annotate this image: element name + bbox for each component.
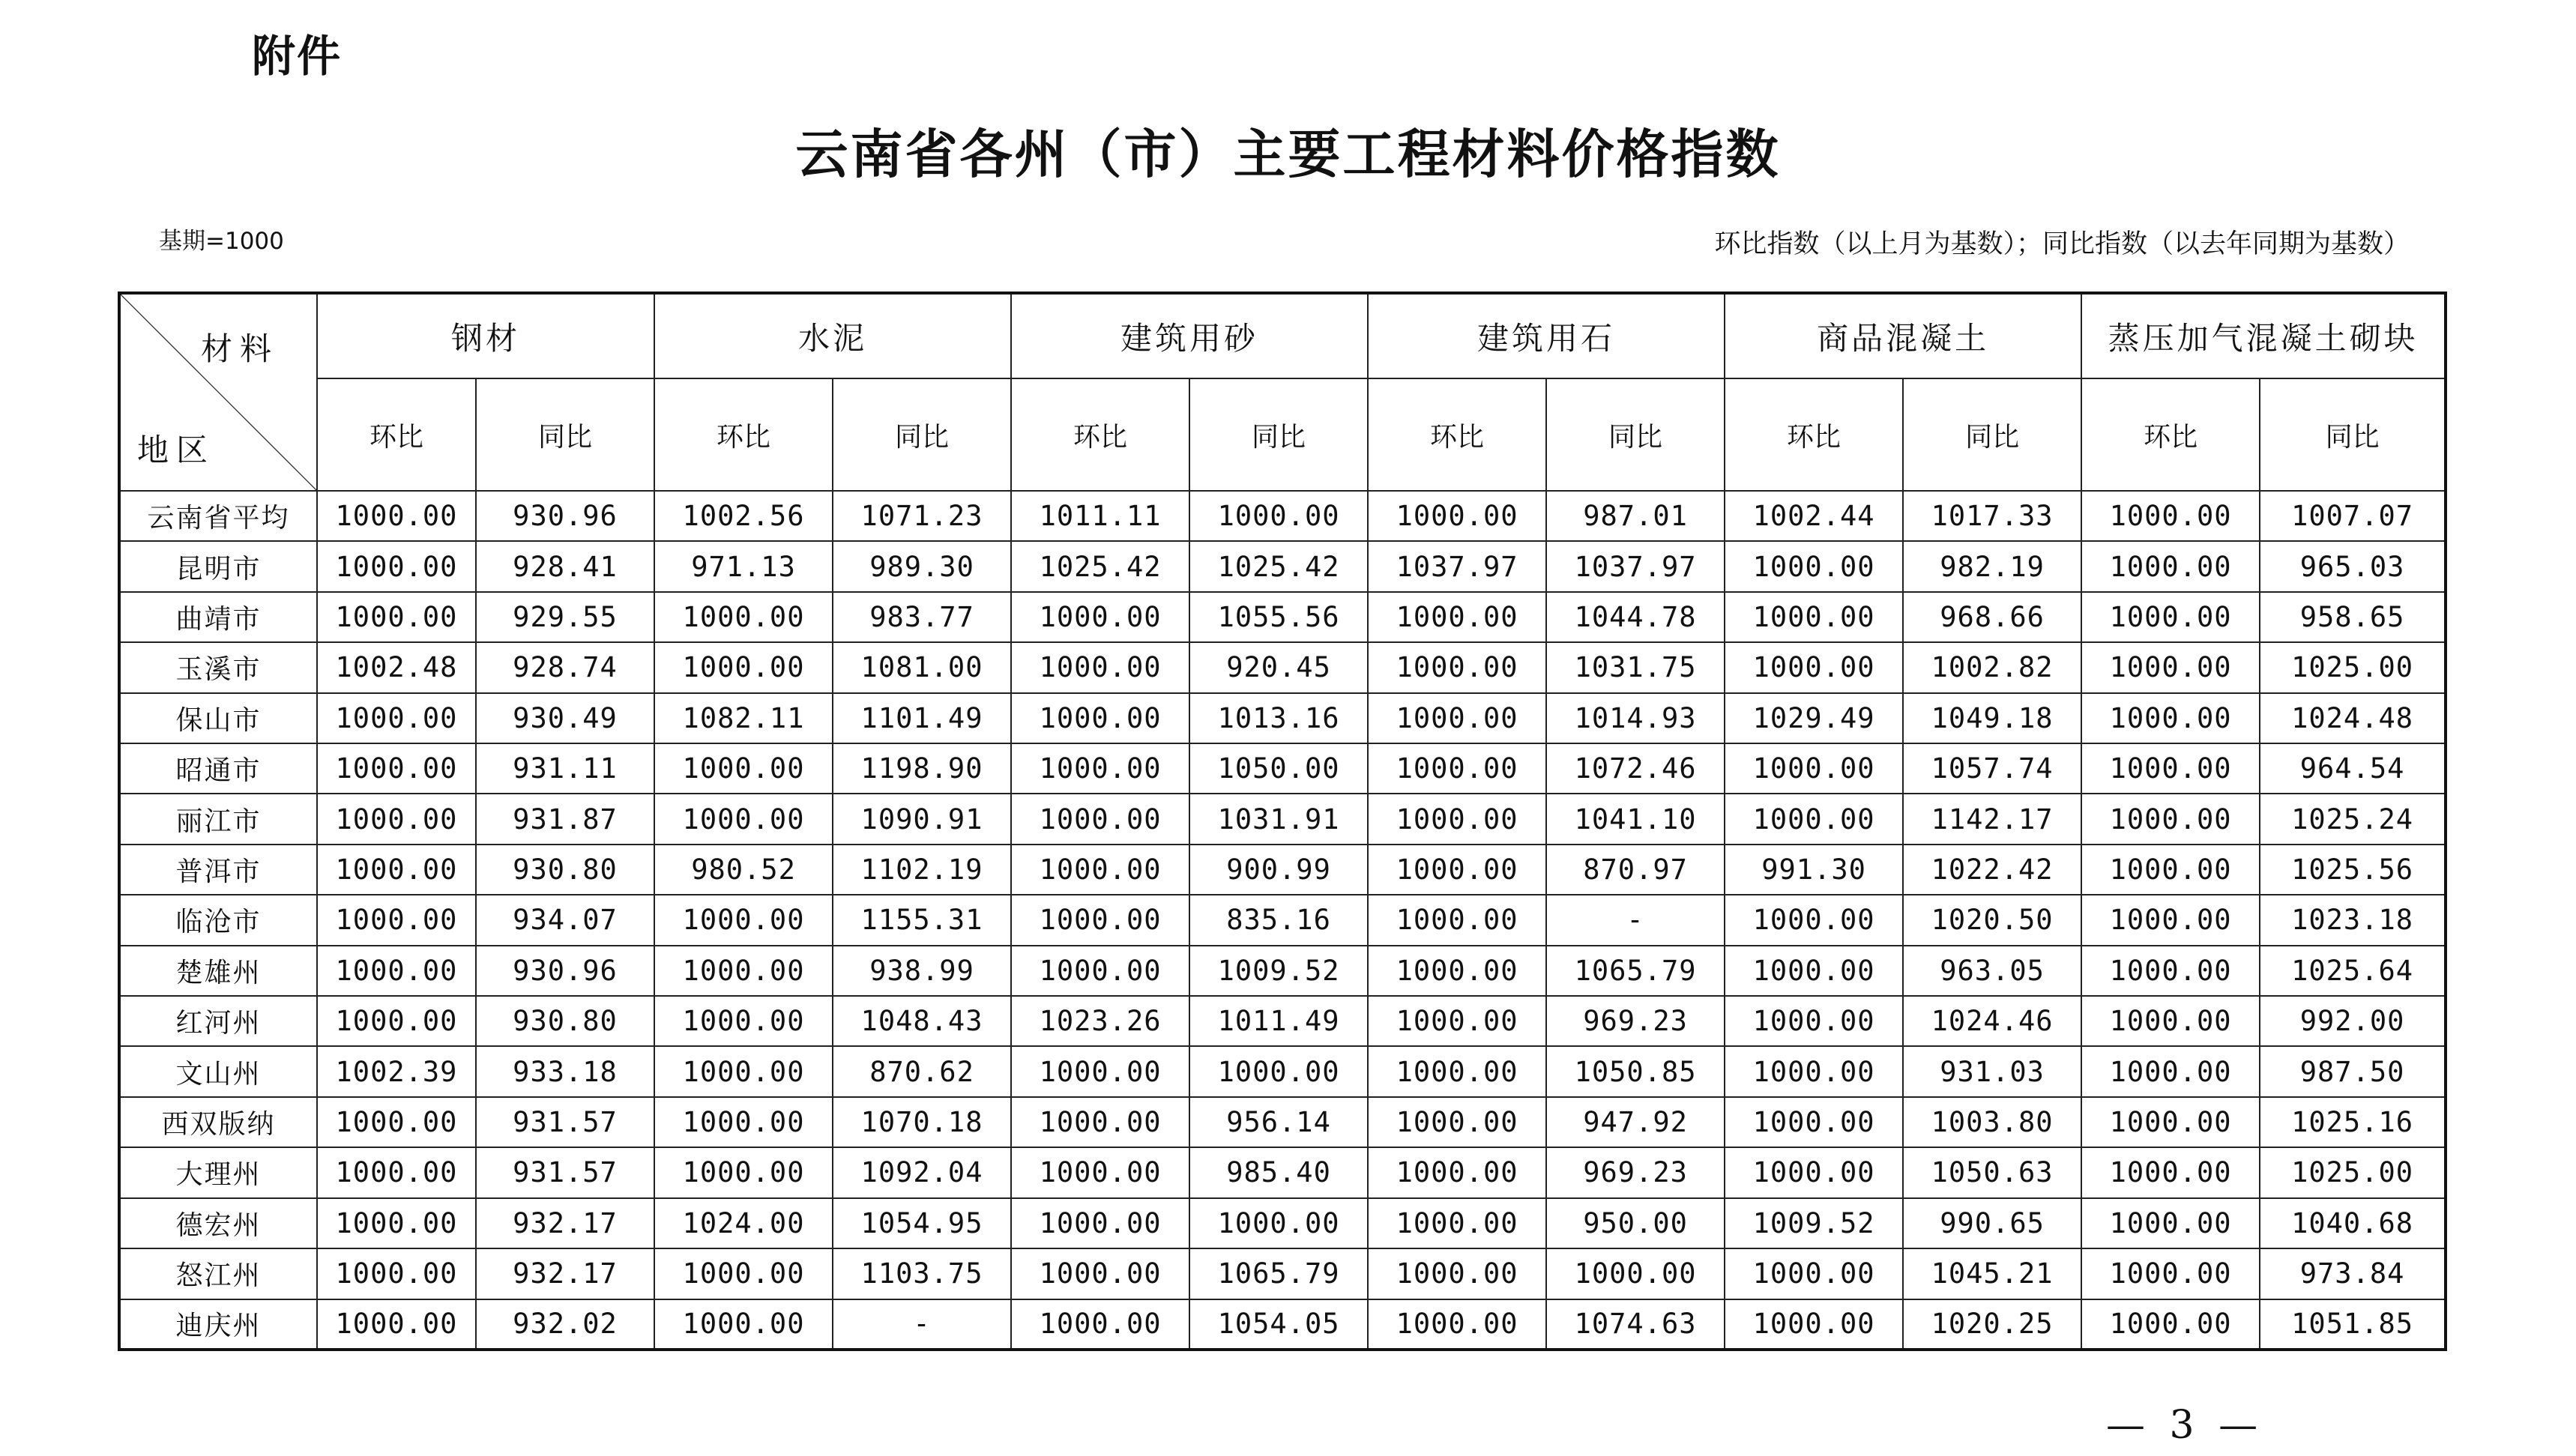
index-value-cell: 991.30 [1725, 845, 1903, 895]
index-value-cell: 1037.97 [1546, 541, 1725, 591]
region-cell: 楚雄州 [119, 946, 317, 996]
index-value-cell: 1000.00 [1368, 1046, 1546, 1096]
index-value-cell: 1000.00 [1011, 1299, 1189, 1350]
index-definition-note: 环比指数（以上月为基数）；同比指数（以去年同期为基数） [1714, 229, 2410, 259]
region-cell: 保山市 [119, 693, 317, 743]
index-value-cell: 1000.00 [1368, 1198, 1546, 1248]
index-value-cell: 1057.74 [1903, 743, 2081, 794]
index-value-cell: 1000.00 [1011, 1046, 1189, 1096]
index-value-cell: 1020.25 [1903, 1299, 2081, 1350]
index-value-cell: 1000.00 [2081, 946, 2260, 996]
table-row [119, 1097, 2446, 1147]
index-value-cell: 1000.00 [2081, 1248, 2260, 1299]
index-value-cell: 1102.19 [833, 845, 1011, 895]
index-value-cell: 1009.52 [1725, 1198, 1903, 1248]
index-value-cell: 1065.79 [1189, 1248, 1368, 1299]
index-value-cell: 870.62 [833, 1046, 1011, 1096]
index-value-cell: 1000.00 [2081, 794, 2260, 844]
index-value-cell: 1000.00 [654, 1147, 833, 1197]
index-value-cell: 1024.46 [1903, 996, 2081, 1046]
index-value-cell: 1000.00 [2081, 491, 2260, 541]
index-value-cell: 968.66 [1903, 592, 2081, 642]
index-value-cell: - [1546, 895, 1725, 945]
index-value-cell: 1000.00 [1368, 693, 1546, 743]
index-value-cell: 1002.48 [317, 642, 476, 692]
index-value-cell: 931.57 [476, 1147, 654, 1197]
index-value-cell: 992.00 [2260, 996, 2446, 1046]
index-value-cell: 835.16 [1189, 895, 1368, 945]
index-value-cell: 1000.00 [1368, 1299, 1546, 1350]
index-value-cell: 1045.21 [1903, 1248, 2081, 1299]
index-value-cell: 870.97 [1546, 845, 1725, 895]
table-row [119, 895, 2446, 945]
index-value-cell: 1000.00 [1011, 1147, 1189, 1197]
index-value-cell: 1000.00 [1011, 592, 1189, 642]
index-value-cell: 947.92 [1546, 1097, 1725, 1147]
table-row [119, 743, 2446, 794]
index-value-cell: 920.45 [1189, 642, 1368, 692]
index-value-cell: 1000.00 [1011, 895, 1189, 945]
index-value-cell: 931.03 [1903, 1046, 2081, 1096]
index-value-cell: 1000.00 [1725, 642, 1903, 692]
page-number: — 3 — [2106, 1403, 2264, 1448]
sub-header-mom: 环比 [654, 378, 833, 491]
index-value-cell: 932.02 [476, 1299, 654, 1350]
index-value-cell: 1000.00 [317, 845, 476, 895]
index-value-cell: 1000.00 [1011, 1097, 1189, 1147]
index-value-cell: 1000.00 [1368, 743, 1546, 794]
index-value-cell: 1025.00 [2260, 642, 2446, 692]
table-row [119, 946, 2446, 996]
index-value-cell: 1000.00 [2081, 541, 2260, 591]
index-value-cell: 1000.00 [1725, 541, 1903, 591]
index-value-cell: 1050.63 [1903, 1147, 2081, 1197]
index-value-cell: 1000.00 [654, 1046, 833, 1096]
index-value-cell: 1000.00 [1368, 996, 1546, 1046]
index-value-cell: 1000.00 [1011, 642, 1189, 692]
index-value-cell: 1000.00 [1368, 895, 1546, 945]
material-header-concrete: 商品混凝土 [1725, 293, 2081, 378]
table-row [119, 592, 2446, 642]
sub-header-mom: 环比 [2081, 378, 2260, 491]
index-value-cell: 1000.00 [1011, 1198, 1189, 1248]
table-row [119, 642, 2446, 692]
index-value-cell: 1000.00 [1368, 946, 1546, 996]
sub-header-mom: 环比 [1011, 378, 1189, 491]
index-value-cell: 1000.00 [1725, 794, 1903, 844]
index-value-cell: 1000.00 [1368, 491, 1546, 541]
index-value-cell: 956.14 [1189, 1097, 1368, 1147]
sub-header-yoy: 同比 [833, 378, 1011, 491]
index-value-cell: 1031.91 [1189, 794, 1368, 844]
sub-header-yoy: 同比 [1903, 378, 2081, 491]
index-value-cell: 930.96 [476, 946, 654, 996]
region-cell: 临沧市 [119, 895, 317, 945]
region-cell: 云南省平均 [119, 491, 317, 541]
index-value-cell: 1000.00 [1725, 592, 1903, 642]
index-value-cell: 1000.00 [1011, 946, 1189, 996]
index-value-cell: 1007.07 [2260, 491, 2446, 541]
index-value-cell: 1020.50 [1903, 895, 2081, 945]
index-value-cell: 1000.00 [1725, 895, 1903, 945]
table-row [119, 1299, 2446, 1350]
corner-material-label: 材料 [200, 330, 279, 367]
index-value-cell: 958.65 [2260, 592, 2446, 642]
material-header-stone: 建筑用石 [1368, 293, 1725, 378]
index-value-cell: 1025.16 [2260, 1097, 2446, 1147]
index-value-cell: 985.40 [1189, 1147, 1368, 1197]
index-value-cell: 1003.80 [1903, 1097, 2081, 1147]
index-value-cell: 1000.00 [317, 541, 476, 591]
index-value-cell: 1000.00 [1725, 996, 1903, 1046]
material-header-steel: 钢材 [317, 293, 654, 378]
index-value-cell: 932.17 [476, 1198, 654, 1248]
index-value-cell: 1000.00 [654, 743, 833, 794]
index-value-cell: 1044.78 [1546, 592, 1725, 642]
index-value-cell: 1000.00 [2081, 1046, 2260, 1096]
index-value-cell: 1031.75 [1546, 642, 1725, 692]
index-value-cell: 1000.00 [1725, 1046, 1903, 1096]
index-value-cell: 1074.63 [1546, 1299, 1725, 1350]
index-value-cell: 1000.00 [1368, 642, 1546, 692]
table-row [119, 794, 2446, 844]
index-value-cell: 1198.90 [833, 743, 1011, 794]
table-row [119, 1147, 2446, 1197]
index-value-cell: 1025.24 [2260, 794, 2446, 844]
index-value-cell: 1024.48 [2260, 693, 2446, 743]
index-value-cell: 1000.00 [2081, 845, 2260, 895]
index-value-cell: 1000.00 [317, 946, 476, 996]
index-value-cell: 1000.00 [654, 895, 833, 945]
table-row [119, 1248, 2446, 1299]
material-header-cement: 水泥 [654, 293, 1011, 378]
material-header-sand: 建筑用砂 [1011, 293, 1368, 378]
index-value-cell: 1072.46 [1546, 743, 1725, 794]
index-value-cell: 1000.00 [1011, 743, 1189, 794]
index-value-cell: 1000.00 [1189, 1198, 1368, 1248]
index-value-cell: 1092.04 [833, 1147, 1011, 1197]
index-value-cell: 1000.00 [317, 491, 476, 541]
index-value-cell: 929.55 [476, 592, 654, 642]
index-value-cell: 931.87 [476, 794, 654, 844]
index-value-cell: 1000.00 [317, 1198, 476, 1248]
sub-header-yoy: 同比 [1546, 378, 1725, 491]
index-value-cell: 1000.00 [317, 996, 476, 1046]
index-value-cell: 930.49 [476, 693, 654, 743]
index-value-cell: 1000.00 [2081, 1147, 2260, 1197]
region-cell: 普洱市 [119, 845, 317, 895]
sub-header-mom: 环比 [1368, 378, 1546, 491]
index-value-cell: 1000.00 [1011, 1248, 1189, 1299]
index-value-cell: 1000.00 [2081, 1097, 2260, 1147]
material-header-aac-block: 蒸压加气混凝土砌块 [2081, 293, 2446, 378]
sub-header-yoy: 同比 [476, 378, 654, 491]
index-value-cell: 1022.42 [1903, 845, 2081, 895]
index-value-cell: 1049.18 [1903, 693, 2081, 743]
index-value-cell: 1000.00 [1368, 1147, 1546, 1197]
index-value-cell: 1000.00 [1725, 1299, 1903, 1350]
index-value-cell: 1090.91 [833, 794, 1011, 844]
index-value-cell: 1000.00 [654, 642, 833, 692]
index-value-cell: 1000.00 [1368, 1097, 1546, 1147]
index-value-cell: 1000.00 [654, 996, 833, 1046]
attachment-label: 附件 [252, 31, 343, 82]
index-value-cell: 950.00 [1546, 1198, 1725, 1248]
index-value-cell: 1000.00 [2081, 592, 2260, 642]
index-value-cell: 973.84 [2260, 1248, 2446, 1299]
document-title: 云南省各州（市）主要工程材料价格指数 [795, 123, 1781, 185]
sub-header-mom: 环比 [1725, 378, 1903, 491]
index-value-cell: 987.50 [2260, 1046, 2446, 1096]
index-value-cell: 1002.56 [654, 491, 833, 541]
region-cell: 曲靖市 [119, 592, 317, 642]
index-value-cell: 1025.56 [2260, 845, 2446, 895]
index-value-cell: 971.13 [654, 541, 833, 591]
index-value-cell: 1025.42 [1011, 541, 1189, 591]
region-cell: 昆明市 [119, 541, 317, 591]
index-value-cell: 1002.39 [317, 1046, 476, 1096]
index-value-cell: 1000.00 [1368, 794, 1546, 844]
index-value-cell: 1000.00 [317, 794, 476, 844]
index-value-cell: 989.30 [833, 541, 1011, 591]
index-value-cell: 980.52 [654, 845, 833, 895]
index-value-cell: 1000.00 [654, 1248, 833, 1299]
index-value-cell: 1002.82 [1903, 642, 2081, 692]
index-value-cell: 930.80 [476, 845, 654, 895]
index-value-cell: 1000.00 [654, 1299, 833, 1350]
region-cell: 西双版纳 [119, 1097, 317, 1147]
corner-region-label: 地区 [137, 432, 216, 468]
index-value-cell: 1009.52 [1189, 946, 1368, 996]
table-row [119, 491, 2446, 541]
price-index-table [118, 291, 2447, 1351]
index-value-cell: 1000.00 [317, 693, 476, 743]
index-value-cell: 928.74 [476, 642, 654, 692]
index-value-cell: 1000.00 [1546, 1248, 1725, 1299]
region-cell: 红河州 [119, 996, 317, 1046]
region-cell: 大理州 [119, 1147, 317, 1197]
index-value-cell: - [833, 1299, 1011, 1350]
index-value-cell: 1025.00 [2260, 1147, 2446, 1197]
index-value-cell: 1142.17 [1903, 794, 2081, 844]
index-value-cell: 1025.42 [1189, 541, 1368, 591]
index-value-cell: 1081.00 [833, 642, 1011, 692]
index-value-cell: 1050.00 [1189, 743, 1368, 794]
sub-header-mom: 环比 [317, 378, 476, 491]
index-value-cell: 1011.11 [1011, 491, 1189, 541]
index-value-cell: 1103.75 [833, 1248, 1011, 1299]
index-value-cell: 1000.00 [317, 1147, 476, 1197]
index-value-cell: 1155.31 [833, 895, 1011, 945]
index-value-cell: 938.99 [833, 946, 1011, 996]
index-value-cell: 930.96 [476, 491, 654, 541]
index-value-cell: 1002.44 [1725, 491, 1903, 541]
index-value-cell: 1024.00 [654, 1198, 833, 1248]
index-value-cell: 931.57 [476, 1097, 654, 1147]
index-value-cell: 1000.00 [1011, 693, 1189, 743]
index-value-cell: 1000.00 [654, 592, 833, 642]
index-value-cell: 1000.00 [2081, 743, 2260, 794]
base-period-note: 基期=1000 [159, 228, 284, 255]
index-value-cell: 1023.18 [2260, 895, 2446, 945]
index-value-cell: 990.65 [1903, 1198, 2081, 1248]
index-value-cell: 1000.00 [1368, 845, 1546, 895]
index-value-cell: 964.54 [2260, 743, 2446, 794]
index-value-cell: 1048.43 [833, 996, 1011, 1046]
index-value-cell: 1017.33 [1903, 491, 2081, 541]
index-value-cell: 1065.79 [1546, 946, 1725, 996]
index-value-cell: 1000.00 [317, 1299, 476, 1350]
index-value-cell: 1000.00 [1011, 845, 1189, 895]
index-value-cell: 1071.23 [833, 491, 1011, 541]
index-value-cell: 1025.64 [2260, 946, 2446, 996]
index-value-cell: 1000.00 [1189, 491, 1368, 541]
table-row [119, 996, 2446, 1046]
index-value-cell: 900.99 [1189, 845, 1368, 895]
index-value-cell: 1054.05 [1189, 1299, 1368, 1350]
index-value-cell: 1000.00 [1725, 1147, 1903, 1197]
index-value-cell: 1000.00 [1189, 1046, 1368, 1096]
index-value-cell: 1041.10 [1546, 794, 1725, 844]
index-value-cell: 982.19 [1903, 541, 2081, 591]
region-cell: 怒江州 [119, 1248, 317, 1299]
index-value-cell: 931.11 [476, 743, 654, 794]
index-value-cell: 1082.11 [654, 693, 833, 743]
index-value-cell: 1000.00 [317, 895, 476, 945]
index-value-cell: 1000.00 [317, 592, 476, 642]
index-value-cell: 1000.00 [2081, 642, 2260, 692]
index-value-cell: 965.03 [2260, 541, 2446, 591]
index-value-cell: 1013.16 [1189, 693, 1368, 743]
region-cell: 玉溪市 [119, 642, 317, 692]
index-value-cell: 934.07 [476, 895, 654, 945]
index-value-cell: 1000.00 [654, 946, 833, 996]
table-row [119, 541, 2446, 591]
index-value-cell: 1014.93 [1546, 693, 1725, 743]
region-cell: 丽江市 [119, 794, 317, 844]
index-value-cell: 983.77 [833, 592, 1011, 642]
table-row [119, 1046, 2446, 1096]
index-value-cell: 1000.00 [2081, 996, 2260, 1046]
index-value-cell: 1000.00 [1725, 743, 1903, 794]
index-value-cell: 1000.00 [1011, 794, 1189, 844]
table-row [119, 1198, 2446, 1248]
region-cell: 德宏州 [119, 1198, 317, 1248]
index-value-cell: 1054.95 [833, 1198, 1011, 1248]
index-value-cell: 933.18 [476, 1046, 654, 1096]
index-value-cell: 1051.85 [2260, 1299, 2446, 1350]
index-value-cell: 1000.00 [654, 794, 833, 844]
index-value-cell: 1000.00 [1725, 1248, 1903, 1299]
index-value-cell: 1023.26 [1011, 996, 1189, 1046]
sub-header-yoy: 同比 [1189, 378, 1368, 491]
index-value-cell: 1000.00 [317, 1097, 476, 1147]
index-value-cell: 932.17 [476, 1248, 654, 1299]
index-value-cell: 969.23 [1546, 996, 1725, 1046]
index-value-cell: 1000.00 [317, 743, 476, 794]
index-value-cell: 1070.18 [833, 1097, 1011, 1147]
index-value-cell: 1000.00 [1725, 946, 1903, 996]
index-value-cell: 1000.00 [1725, 1097, 1903, 1147]
index-value-cell: 1000.00 [1368, 1248, 1546, 1299]
index-value-cell: 1037.97 [1368, 541, 1546, 591]
index-value-cell: 1040.68 [2260, 1198, 2446, 1248]
index-value-cell: 1000.00 [317, 1248, 476, 1299]
index-value-cell: 928.41 [476, 541, 654, 591]
index-value-cell: 1000.00 [1368, 592, 1546, 642]
index-value-cell: 963.05 [1903, 946, 2081, 996]
sub-header-yoy: 同比 [2260, 378, 2446, 491]
index-value-cell: 1101.49 [833, 693, 1011, 743]
index-value-cell: 1000.00 [2081, 693, 2260, 743]
index-value-cell: 1055.56 [1189, 592, 1368, 642]
index-value-cell: 1000.00 [2081, 1198, 2260, 1248]
index-value-cell: 930.80 [476, 996, 654, 1046]
table-row [119, 845, 2446, 895]
index-value-cell: 1011.49 [1189, 996, 1368, 1046]
region-cell: 迪庆州 [119, 1299, 317, 1350]
corner-header-cell [119, 293, 317, 491]
table-row [119, 693, 2446, 743]
index-value-cell: 1000.00 [654, 1097, 833, 1147]
index-value-cell: 1000.00 [2081, 895, 2260, 945]
region-cell: 文山州 [119, 1046, 317, 1096]
index-value-cell: 1029.49 [1725, 693, 1903, 743]
index-value-cell: 987.01 [1546, 491, 1725, 541]
region-cell: 昭通市 [119, 743, 317, 794]
index-value-cell: 1050.85 [1546, 1046, 1725, 1096]
index-value-cell: 969.23 [1546, 1147, 1725, 1197]
index-value-cell: 1000.00 [2081, 1299, 2260, 1350]
